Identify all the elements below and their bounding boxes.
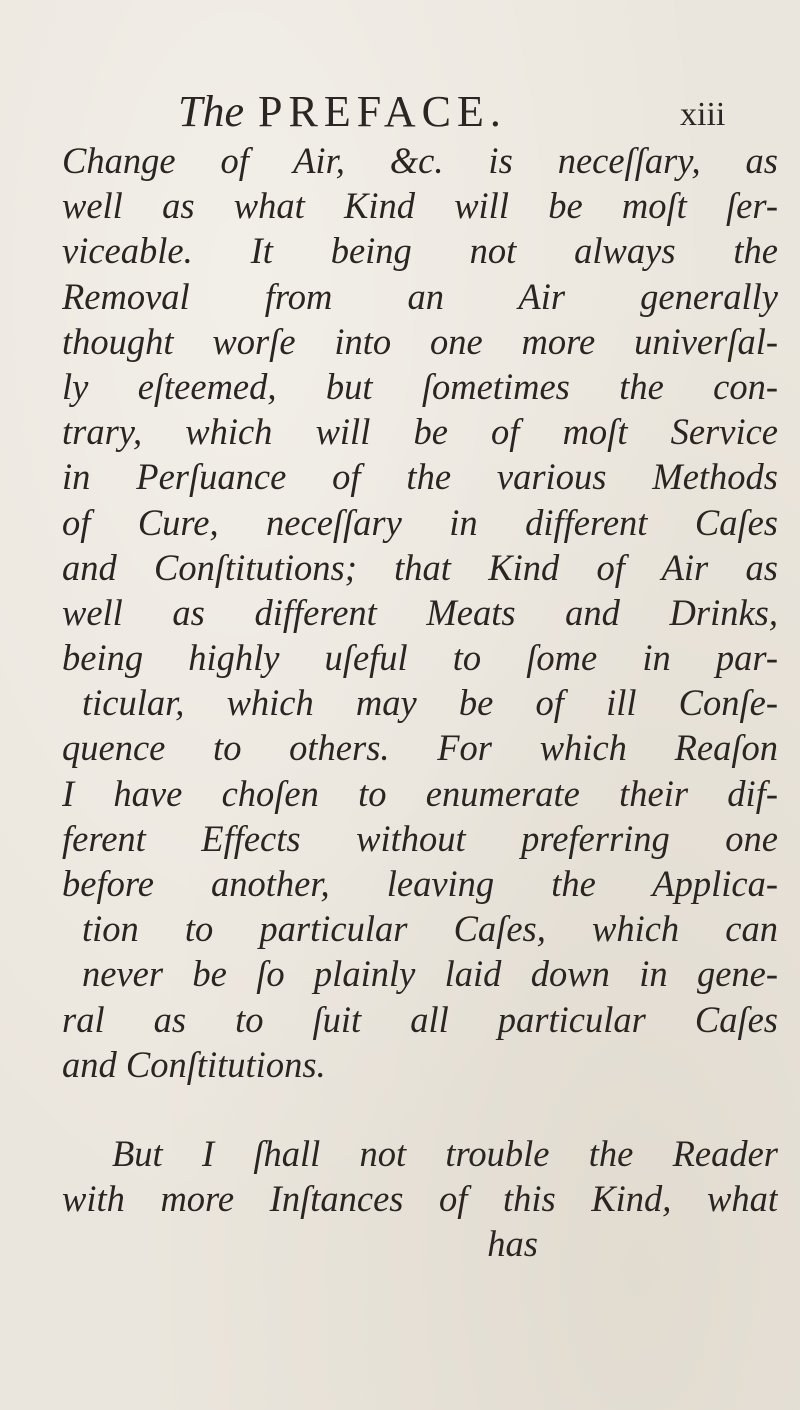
paragraph-2 xyxy=(62,1131,778,1267)
running-head-the: The xyxy=(178,87,244,136)
text-line: viceable. It being not always the xyxy=(62,230,778,272)
running-head xyxy=(178,86,507,136)
text-line: I have choſen to enumerate their dif- xyxy=(62,772,778,814)
text-line: of Cure, neceſſary in different Caſes xyxy=(62,501,778,543)
text-line: and Conſtitutions. xyxy=(62,1043,326,1085)
text-line: never be ſo plainly laid down in gene- xyxy=(82,953,778,995)
text-line: ral as to ſuit all particular Caſes xyxy=(62,998,778,1040)
text-line: well as different Meats and Drinks, xyxy=(62,591,778,633)
paragraph-gap xyxy=(62,1087,778,1131)
text-line: being highly uſeful to ſome in par- xyxy=(62,637,778,679)
text-line: Removal from an Air generally xyxy=(62,275,778,317)
text-line: ferent Effects without preferring one xyxy=(62,817,778,859)
text-line: ticular, which may be of ill Conſe- xyxy=(82,682,778,724)
text-line: trary, which will be of moſt Service xyxy=(62,411,778,453)
body-text xyxy=(62,138,778,1267)
text-line: ly eſteemed, but ſometimes the con- xyxy=(62,365,778,407)
text-line: with more Inſtances of this Kind, what xyxy=(62,1178,778,1220)
text-line: Change of Air, &c. is neceſſary, as xyxy=(62,140,778,181)
text-line: quence to others. For which Reaſon xyxy=(62,727,778,769)
paragraph-1 xyxy=(62,138,778,1087)
text-line: tion to particular Caſes, which can xyxy=(82,908,778,950)
running-head-title: PREFACE. xyxy=(258,87,507,136)
text-line: thought worſe into one more univerſal- xyxy=(62,320,778,362)
catchword: has xyxy=(487,1223,538,1265)
text-line: well as what Kind will be moſt ſer- xyxy=(62,185,778,227)
text-line: But I ſhall not trouble the Reader xyxy=(112,1132,778,1174)
text-line: before another, leaving the Applica- xyxy=(62,863,778,904)
page-number: xiii xyxy=(680,96,726,133)
text-line: and Conſtitutions; that Kind of Air as xyxy=(62,546,778,588)
text-line: in Perſuance of the various Methods xyxy=(62,456,778,498)
